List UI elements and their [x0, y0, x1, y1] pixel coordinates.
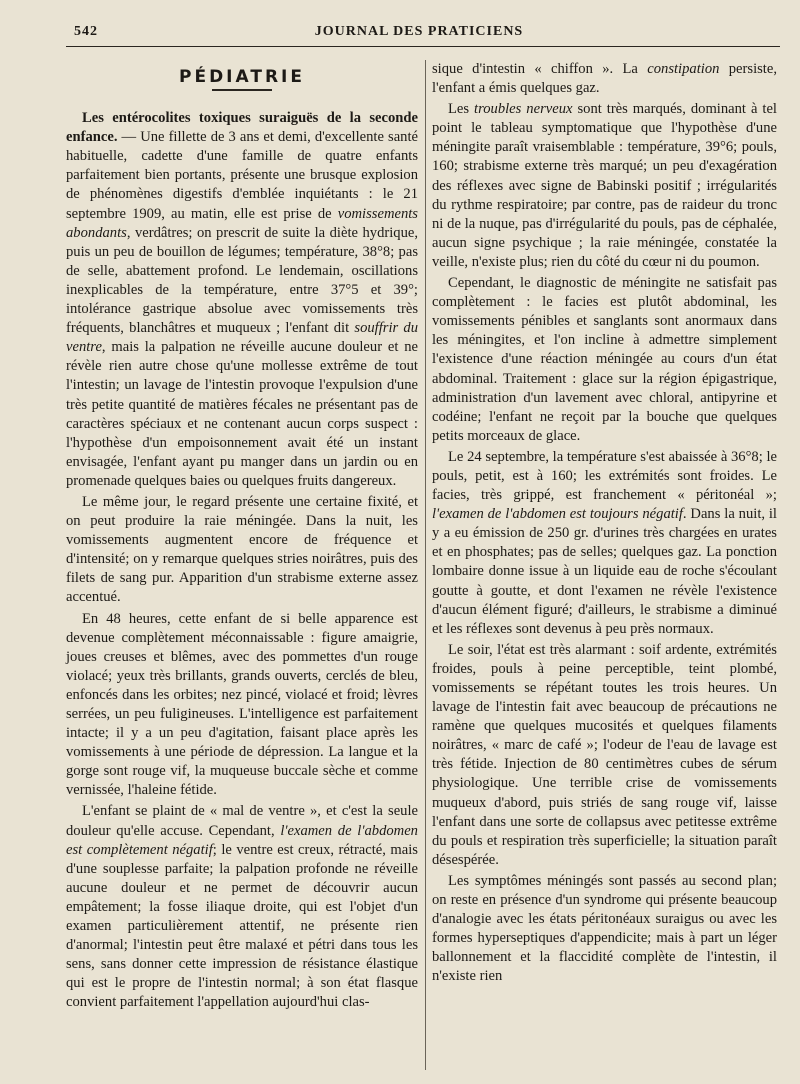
paragraph: Les symptômes méningés sont passés au second plan; on reste en présence d'un syndrome qui présente beaucoup d'analogie avec les états péritonéaux suraigus ou avec les formes hyperseptiques d'appendicite; mais à part un léger ballonnement et la flaccidité complète de l'intestin, il n'existe rien [432, 872, 777, 985]
text-run: . Dans la nuit, il y a eu émission de 250 gr. d'urines très chargées en urates et en phosphates; pas de selles; quelques gaz. La ponction lombaire donne issue à un liquide eau de roche s'écoulant goutte à goutte, et dont l'examen ne révèle l'existence d'aucun élément figuré; d'ailleurs, le strabisme a diminué et les réflexes sont devenus à peu près normaux. [432, 506, 777, 637]
italic-run: constipation [647, 61, 720, 77]
page-header [58, 24, 780, 46]
italic-run: souffrir du ventre [66, 320, 418, 356]
paragraph [432, 100, 777, 272]
text-run: ; le ventre est creux, rétracté, mais d'une souplesse parfaite; la palpation profonde ne réveille aucune douleur et ne permet de découvrir aucun empâtement; la fosse iliaque droite, qui est l'objet d'un examen particulièrement attentif, ne présente rien d'anormal; l'intestin peut être malaxé et pétri dans tous les sens, sans donner cette impression de résistance élastique qui est le propre de l'intestin normal; à son état flasque convient parfaitement l'appellation aujourd'hui clas- [66, 841, 418, 1011]
column-divider [425, 60, 426, 1070]
text-run: L'enfant se plaint de « mal de ventre », et c'est la seule douleur qu'elle accuse. Cependant, [66, 803, 418, 839]
journal-title: JOURNAL DES PRATICIENS [314, 24, 524, 39]
paragraph: Le soir, l'état est très alarmant : soif ardente, extrémités froides, pouls à peine perceptible, teint plombé, vomissements se répétant toutes les trois heures. Un lavage de l'intestin fait avec beaucoup de précautions ne ramène que quelques mucosités et quelques filaments noirâtres, « marc de café »; l'odeur de l'eau de lavage est très fétide. Injection de 80 centimètres cubes de sérum physiologique. Une terrible crise de vomissements muqueux d'abord, puis striés de sang rouge vif, laisse l'enfant dans une sorte de collapsus avec petitesse extrême du pouls et respiration très superficielle; la situation paraît désespérée. [432, 641, 777, 868]
section-underline [212, 89, 272, 91]
italic-run: l'examen de l'abdomen est complètement négatif [66, 822, 418, 858]
text-run: Le 24 septembre, la température s'est abaissée à 36°8; le pouls, petit, est à 160; les extrémités sont froides. Le facies, très grippé, est franchement « péritonéal »; [432, 448, 777, 504]
text-run: Les [448, 101, 475, 118]
header-rule [66, 46, 780, 47]
section-title: PÉDIATRIE [179, 67, 305, 87]
italic-run: l'examen de l'abdomen est toujours négatif [432, 506, 683, 523]
paragraph: En 48 heures, cette enfant de si belle apparence est devenue complètement méconnaissable : figure amaigrie, joues creuses et blêmes, avec des pommettes d'un rouge violacé; yeux très brillants, grands ouverts, cerclés de bleu, enfoncés dans les orbites; nez pincé, violacé et froid; lèvres serrées, un peu fuligineuses. L'intelligence est parfaitement intacte; il y a un peu d'agitation, faisant place après les vomissements à une période de dépression. La langue et la gorge sont rouge vif, la muqueuse buccale sèche et comme vernissée, l'haleine fétide. [66, 610, 418, 799]
paragraph [432, 448, 777, 639]
italic-run: vomissements abondants [66, 205, 418, 241]
left-column [66, 60, 418, 1070]
page-number: 542 [74, 24, 98, 39]
paragraph: Le même jour, le regard présente une certaine fixité, et on peut produire la raie méningée. Dans la nuit, les vomissements augmentent encore de fréquence et d'intensité; on y remarque quelques stries noirâtres, puis des filets de sang pur. Apparition d'un strabisme externe assez accentué. [66, 493, 418, 606]
text-run: sont très marqués, dominant à tel point le tableau symptomatique que l'hypothèse d'une méningite paraît vraisemblable : température, 39°6; pouls, 160; strabisme externe très marqué; un peu d'exagération des réflexes avec signe de Babinski positif ; irrégularités du rythme respiratoire; par contre, pas de raideur du tronc ni de la nuque, pas d'irrégularité du pouls, pas de céphalée, aucun signe psychique ; la raie méningée, constatée la veille, n'existe plus; rien du côté du cœur ni du poumon. [432, 101, 777, 270]
article-paragraph [66, 109, 418, 491]
text-run: , mais la palpation ne réveille aucune douleur et ne révèle rien autre chose qu'une mollesse extrême de tout l'intestin; un lavage de l'intestin provoque l'expulsion d'une très petite quantité de matières fécales ne présentant pas de caractères spéciaux et ne contenant aucun corps suspect : l'hypothèse d'un empoisonnement avait été un instant envisagée, l'enfant ayant pu manger dans un jardin ou en promenade quelques baies ou quelques fruits dangereux. [66, 339, 418, 489]
text-run: — Une fillette de 3 ans et demi, d'excellente santé habituelle, cadette d'une famille de quatre enfants parfaitement bien portants, présente une brusque explosion de phénomènes digestifs d'emblée inquiétants : le 21 septembre 1909, au matin, elle est prise de [66, 129, 418, 222]
paragraph: Cependant, le diagnostic de méningite ne satisfait pas complètement : le facies est plutôt abdominal, les vomissements pénibles et sanglants sont anormaux dans les méningites, et l'on incline à admettre simplement l'existence d'une réaction méningée au cours d'un état abdominal. Traitement : glace sur la région épigastrique, administration d'un lavement avec chloral, antipyrine et codéine; l'enfant ne reçoit par la bouche que quelques petits morceaux de glace. [432, 275, 777, 444]
paragraph [66, 802, 418, 1012]
text-run: , verdâtres; on prescrit de suite la diète hydrique, puis un peu de bouillon de légumes; température, 38°8; pas de selle, abattement profond. Le lendemain, oscillations inexplicables de la température, entre 37°5 et 39°; intolérance gastrique absolue avec vomissements très fréquents, blanchâtres et muqueux ; l'enfant dit [66, 224, 418, 337]
paragraph [432, 60, 777, 98]
right-column [432, 60, 777, 1070]
text-run: persiste, l'enfant a émis quelques gaz. [432, 61, 777, 97]
text-run: sique d'intestin « chiffon ». La [432, 61, 648, 77]
article-title: Les entérocolites toxiques suraiguës de la seconde enfance. [66, 110, 418, 146]
italic-run: troubles nerveux [474, 101, 573, 118]
